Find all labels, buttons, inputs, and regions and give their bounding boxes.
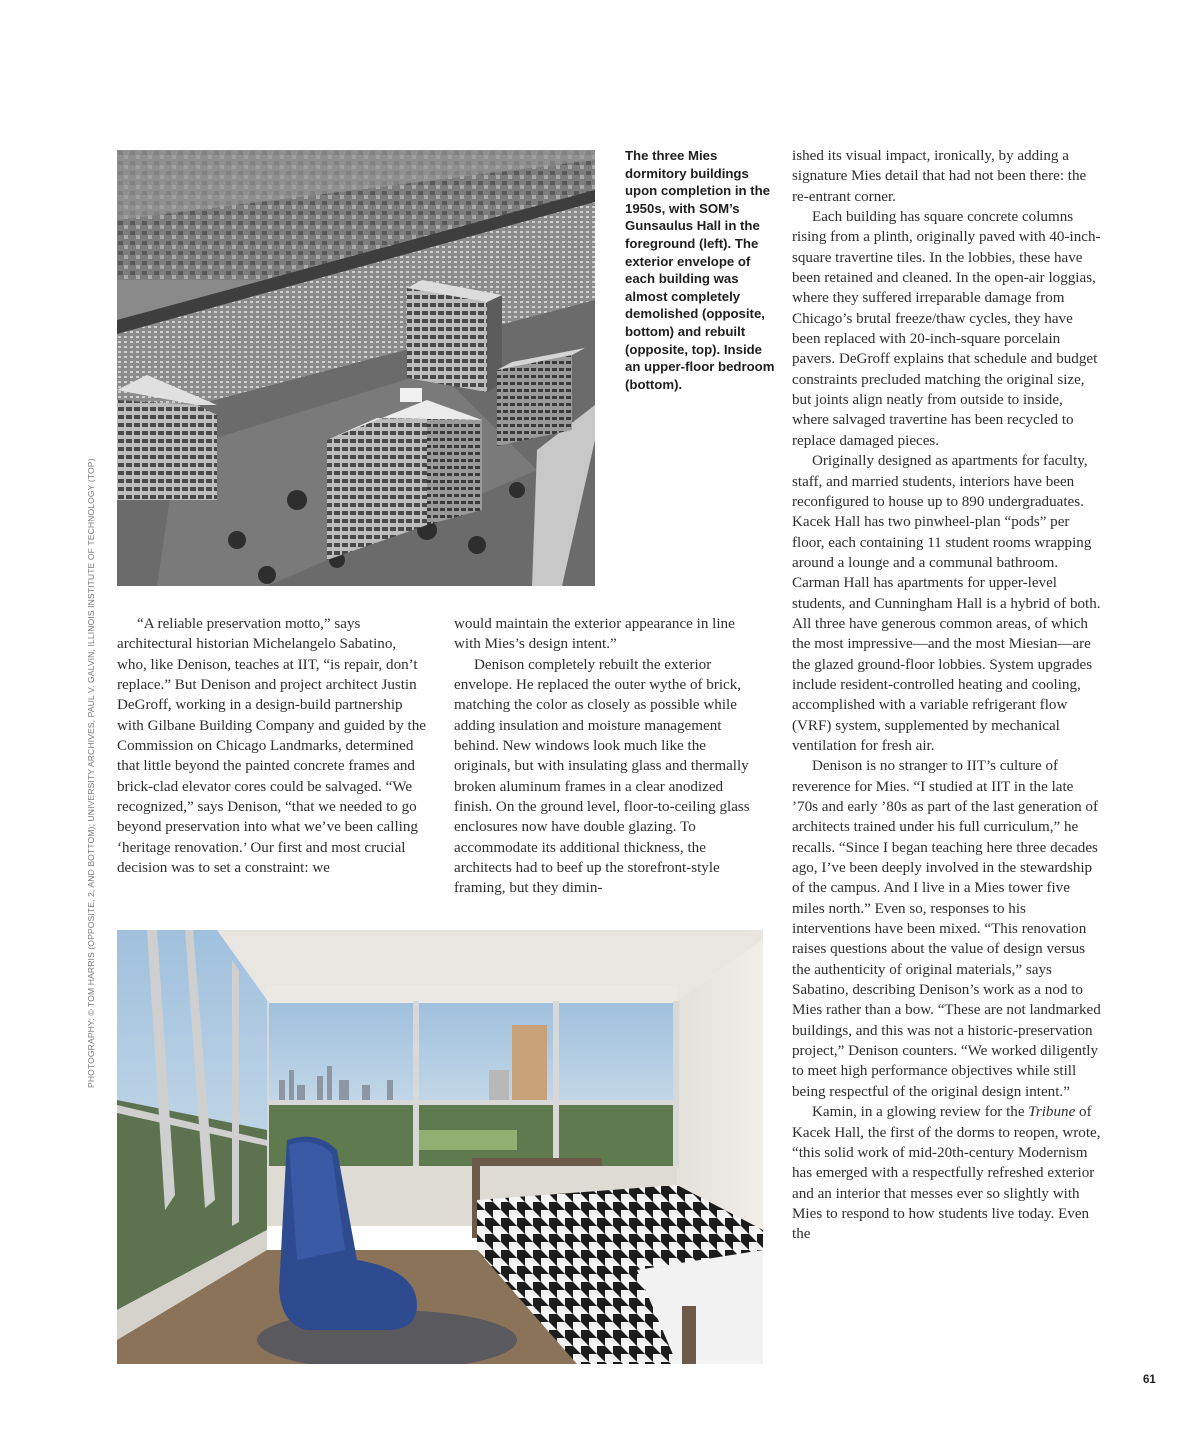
page-number: 61 — [1143, 1374, 1156, 1386]
bedroom-interior-photo — [117, 930, 763, 1364]
photo-caption: The three Mies dormitory buildings upon completion in the 1950s, with SOM’s Gunsaulus Hall in the foreground (left). The exterior envelope of each building was almost completely demolished (opposite, bottom) and rebuilt (opposite, top). Inside an upper-floor bedroom (bottom). — [625, 148, 775, 392]
aerial-archive-photo — [117, 150, 595, 586]
paragraph: “A reliable preservation motto,” says architectural historian Michelangelo Sabatino, who, like Denison, teaches at IIT, “is repair, don’t replace.” But Denison and project architect Justin DeGroff, working in a design-build partnership with Gilbane Building Company and guided by the Commission on Chicago Landmarks, determined that little beyond the painted concrete frames and brick-clad elevator cores could be salvaged. “We recognized,” says Denison, “that we needed to go beyond preservation into what we’ve been calling ‘heritage renovation.’ Our first and most crucial decision was to set a constraint: we — [117, 616, 426, 877]
paragraph: would maintain the exterior appearance in line with Mies’s design intent.” — [454, 616, 735, 653]
photo-credit: PHOTOGRAPHY: © TOM HARRIS (OPPOSITE, 2, AND BOTTOM); UNIVERSITY ARCHIVES, PAUL V. GALVIN, ILLINOIS INSTITUTE OF TECHNOLOGY (TOP) — [86, 458, 96, 1088]
body-column-3 — [792, 146, 1103, 1245]
text-run: Kamin, in a glowing review for the — [812, 1104, 1029, 1121]
body-column-2 — [454, 614, 756, 899]
paragraph: Originally designed as apartments for faculty, staff, and married students, interiors have been reconfigured to house up to 890 undergraduates. Kacek Hall has two pinwheel-plan “pods” per floor, each containing 11 student rooms wrapping around a lounge and a communal bathroom. Carman Hall has apartments for upper-level students, and Cunningham Hall is a hybrid of both. All three have generous common areas, of which the most impressive—and the most Miesian—are the glazed ground-floor lobbies. System upgrades include resident-controlled heating and cooling, accomplished with a variable refrigerant flow (VRF) system, supplemented by mechanical ventilation for fresh air. — [792, 453, 1101, 754]
paragraph: Denison completely rebuilt the exterior envelope. He replaced the outer wythe of brick, matching the color as closely as possible while adding insulation and moisture management behind. New windows look much like the originals, but with insulating glass and thermally broken aluminum frames in a clear anodized finish. On the ground level, floor-to-ceiling glass enclosures now have double glazing. To accommodate its additional thickness, the architects had to beef up the storefront-style framing, but they dimin- — [454, 656, 750, 897]
paragraph: Denison is no stranger to IIT’s culture of reverence for Mies. “I studied at IIT in the late ’70s and early ’80s as part of the last generation of architects trained under his full curriculum,” he recalls. “Since I began teaching here three decades ago, I’ve been deeply involved in the stewardship of the campus. And I live in a Mies tower five miles north.” Even so, responses to his interventions have been mixed. “This renovation raises questions about the value of design versus the authenticity of original materials,” says Sabatino, describing Denison’s work as a nod to Mies rather than a bow. “These are not landmarked buildings, and this was not a historic-preservation project,” Denison counters. “We worked diligently to meet high performance objectives while still being respectful of the original design intent.” — [792, 758, 1101, 1100]
paragraph-kamin — [792, 1102, 1103, 1244]
body-column-1 — [117, 614, 427, 878]
text-run: of Kacek Hall, the first of the dorms to reopen, wrote, “this solid work of mid-20th-century Modernism has emerged with a respectfully refreshed exterior and an interior that messes ever so slightly with Mies to respond to how students live today. Even the — [792, 1104, 1101, 1243]
paragraph: ished its visual impact, ironically, by adding a signature Mies detail that had not been there: the re-entrant corner. — [792, 148, 1087, 205]
publication-name: Tribune — [1028, 1104, 1076, 1121]
paragraph: Each building has square concrete columns rising from a plinth, originally paved with 40-inch-square travertine tiles. In the lobbies, these have been retained and cleaned. In the open-air loggias, where they suffered irreparable damage from Chicago’s brutal freeze/thaw cycles, they have been replaced with 20-inch-square porcelain pavers. DeGroff explains that schedule and budget constraints precluded matching the original size, but joints align neatly from outside to inside, where salvaged travertine has been recycled to replace damaged pieces. — [792, 209, 1101, 449]
